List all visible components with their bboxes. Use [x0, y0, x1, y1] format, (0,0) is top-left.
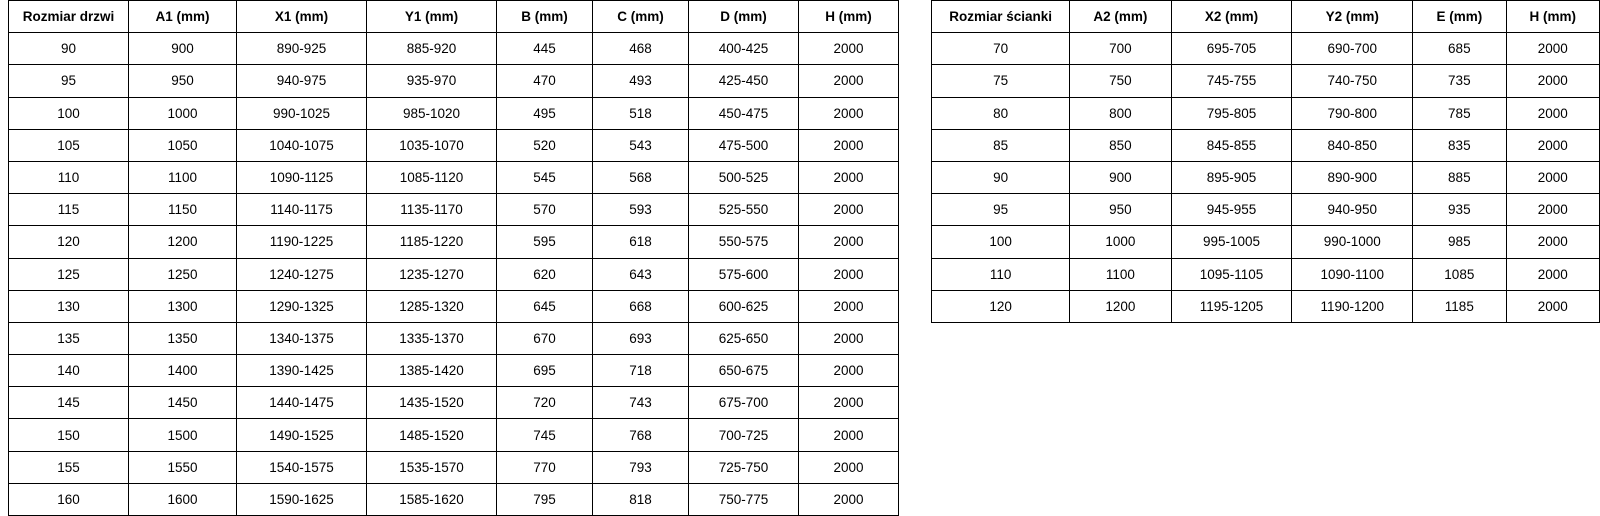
- doors-cell: 1485-1520: [367, 419, 497, 451]
- doors-cell: 450-475: [689, 97, 799, 129]
- walls-cell: 2000: [1506, 97, 1599, 129]
- doors-cell: 718: [593, 355, 689, 387]
- doors-dimensions-table: [8, 0, 899, 516]
- doors-cell: 500-525: [689, 161, 799, 193]
- walls-cell: 1190-1200: [1292, 290, 1413, 322]
- walls-column-header: E (mm): [1413, 1, 1506, 33]
- doors-cell: 1235-1270: [367, 258, 497, 290]
- doors-column-header: H (mm): [799, 1, 899, 33]
- table-row: [9, 451, 899, 483]
- doors-cell: 1185-1220: [367, 226, 497, 258]
- walls-cell: 950: [1070, 194, 1171, 226]
- doors-table-head: [9, 1, 899, 33]
- table-row: [9, 97, 899, 129]
- table-row: [9, 355, 899, 387]
- walls-cell: 895-905: [1171, 161, 1292, 193]
- doors-cell: 1090-1125: [237, 161, 367, 193]
- doors-cell: 600-625: [689, 290, 799, 322]
- walls-column-header: Y2 (mm): [1292, 1, 1413, 33]
- doors-cell: 2000: [799, 161, 899, 193]
- doors-cell: 2000: [799, 97, 899, 129]
- doors-cell: 95: [9, 65, 129, 97]
- walls-cell: 990-1000: [1292, 226, 1413, 258]
- doors-cell: 700-725: [689, 419, 799, 451]
- doors-cell: 1550: [129, 451, 237, 483]
- doors-cell: 130: [9, 290, 129, 322]
- doors-cell: 1350: [129, 322, 237, 354]
- walls-cell: 1000: [1070, 226, 1171, 258]
- doors-cell: 140: [9, 355, 129, 387]
- doors-cell: 120: [9, 226, 129, 258]
- table-row: [9, 258, 899, 290]
- doors-cell: 2000: [799, 290, 899, 322]
- walls-cell: 1090-1100: [1292, 258, 1413, 290]
- doors-cell: 743: [593, 387, 689, 419]
- doors-cell: 150: [9, 419, 129, 451]
- table-header-row: [932, 1, 1600, 33]
- doors-cell: 935-970: [367, 65, 497, 97]
- doors-cell: 950: [129, 65, 237, 97]
- doors-cell: 720: [497, 387, 593, 419]
- doors-cell: 1500: [129, 419, 237, 451]
- table-row: [932, 226, 1600, 258]
- doors-cell: 1600: [129, 483, 237, 515]
- doors-cell: 2000: [799, 129, 899, 161]
- doors-cell: 818: [593, 483, 689, 515]
- walls-cell: 785: [1413, 97, 1506, 129]
- doors-cell: 100: [9, 97, 129, 129]
- doors-cell: 2000: [799, 33, 899, 65]
- doors-cell: 645: [497, 290, 593, 322]
- doors-cell: 1085-1120: [367, 161, 497, 193]
- doors-column-header: C (mm): [593, 1, 689, 33]
- walls-cell: 2000: [1506, 290, 1599, 322]
- walls-cell: 85: [932, 129, 1070, 161]
- doors-cell: 470: [497, 65, 593, 97]
- walls-cell: 850: [1070, 129, 1171, 161]
- walls-cell: 840-850: [1292, 129, 1413, 161]
- walls-column-header: H (mm): [1506, 1, 1599, 33]
- doors-cell: 793: [593, 451, 689, 483]
- walls-cell: 2000: [1506, 161, 1599, 193]
- walls-column-header: X2 (mm): [1171, 1, 1292, 33]
- walls-cell: 885: [1413, 161, 1506, 193]
- walls-cell: 790-800: [1292, 97, 1413, 129]
- doors-cell: 1300: [129, 290, 237, 322]
- doors-cell: 110: [9, 161, 129, 193]
- doors-cell: 468: [593, 33, 689, 65]
- doors-cell: 493: [593, 65, 689, 97]
- doors-column-header: A1 (mm): [129, 1, 237, 33]
- table-row: [9, 65, 899, 97]
- walls-cell: 845-855: [1171, 129, 1292, 161]
- walls-cell: 800: [1070, 97, 1171, 129]
- doors-cell: 940-975: [237, 65, 367, 97]
- doors-cell: 90: [9, 33, 129, 65]
- doors-cell: 1050: [129, 129, 237, 161]
- walls-cell: 995-1005: [1171, 226, 1292, 258]
- walls-dimensions-table: [931, 0, 1600, 323]
- doors-cell: 695: [497, 355, 593, 387]
- doors-cell: 725-750: [689, 451, 799, 483]
- walls-cell: 70: [932, 33, 1070, 65]
- doors-cell: 795: [497, 483, 593, 515]
- doors-cell: 2000: [799, 483, 899, 515]
- table-row: [9, 161, 899, 193]
- doors-column-header: D (mm): [689, 1, 799, 33]
- doors-cell: 2000: [799, 419, 899, 451]
- doors-cell: 2000: [799, 194, 899, 226]
- doors-cell: 618: [593, 226, 689, 258]
- walls-cell: 90: [932, 161, 1070, 193]
- doors-cell: 693: [593, 322, 689, 354]
- doors-cell: 495: [497, 97, 593, 129]
- doors-cell: 650-675: [689, 355, 799, 387]
- doors-cell: 1440-1475: [237, 387, 367, 419]
- table-row: [9, 226, 899, 258]
- doors-cell: 1590-1625: [237, 483, 367, 515]
- table-row: [9, 419, 899, 451]
- doors-cell: 145: [9, 387, 129, 419]
- doors-cell: 745: [497, 419, 593, 451]
- walls-cell: 945-955: [1171, 194, 1292, 226]
- doors-cell: 675-700: [689, 387, 799, 419]
- walls-cell: 1085: [1413, 258, 1506, 290]
- doors-column-header: Rozmiar drzwi: [9, 1, 129, 33]
- doors-cell: 125: [9, 258, 129, 290]
- walls-cell: 2000: [1506, 194, 1599, 226]
- walls-cell: 80: [932, 97, 1070, 129]
- doors-cell: 2000: [799, 387, 899, 419]
- doors-cell: 620: [497, 258, 593, 290]
- walls-cell: 935: [1413, 194, 1506, 226]
- doors-cell: 475-500: [689, 129, 799, 161]
- doors-cell: 595: [497, 226, 593, 258]
- doors-cell: 105: [9, 129, 129, 161]
- walls-cell: 2000: [1506, 129, 1599, 161]
- table-row: [9, 129, 899, 161]
- doors-cell: 550-575: [689, 226, 799, 258]
- walls-cell: 700: [1070, 33, 1171, 65]
- walls-cell: 795-805: [1171, 97, 1292, 129]
- walls-cell: 1095-1105: [1171, 258, 1292, 290]
- walls-table-head: [932, 1, 1600, 33]
- walls-cell: 100: [932, 226, 1070, 258]
- doors-cell: 668: [593, 290, 689, 322]
- doors-cell: 543: [593, 129, 689, 161]
- doors-cell: 160: [9, 483, 129, 515]
- doors-dimensions-table-container: [8, 0, 899, 516]
- doors-cell: 1450: [129, 387, 237, 419]
- doors-cell: 2000: [799, 226, 899, 258]
- table-row: [932, 161, 1600, 193]
- doors-cell: 1290-1325: [237, 290, 367, 322]
- walls-cell: 695-705: [1171, 33, 1292, 65]
- walls-cell: 1200: [1070, 290, 1171, 322]
- doors-cell: 593: [593, 194, 689, 226]
- walls-cell: 2000: [1506, 33, 1599, 65]
- walls-column-header: A2 (mm): [1070, 1, 1171, 33]
- doors-cell: 1150: [129, 194, 237, 226]
- doors-cell: 425-450: [689, 65, 799, 97]
- doors-cell: 518: [593, 97, 689, 129]
- table-row: [932, 33, 1600, 65]
- doors-cell: 520: [497, 129, 593, 161]
- doors-cell: 568: [593, 161, 689, 193]
- walls-cell: 690-700: [1292, 33, 1413, 65]
- walls-cell: 2000: [1506, 258, 1599, 290]
- doors-cell: 885-920: [367, 33, 497, 65]
- walls-cell: 75: [932, 65, 1070, 97]
- walls-cell: 750: [1070, 65, 1171, 97]
- doors-cell: 400-425: [689, 33, 799, 65]
- doors-cell: 1040-1075: [237, 129, 367, 161]
- table-row: [9, 483, 899, 515]
- table-row: [9, 33, 899, 65]
- doors-cell: 545: [497, 161, 593, 193]
- table-row: [9, 387, 899, 419]
- walls-cell: 1185: [1413, 290, 1506, 322]
- doors-cell: 670: [497, 322, 593, 354]
- doors-cell: 1435-1520: [367, 387, 497, 419]
- doors-cell: 1200: [129, 226, 237, 258]
- doors-cell: 1340-1375: [237, 322, 367, 354]
- doors-column-header: X1 (mm): [237, 1, 367, 33]
- doors-cell: 2000: [799, 258, 899, 290]
- doors-cell: 990-1025: [237, 97, 367, 129]
- doors-cell: 2000: [799, 322, 899, 354]
- walls-cell: 1195-1205: [1171, 290, 1292, 322]
- walls-column-header: Rozmiar ścianki: [932, 1, 1070, 33]
- doors-cell: 1250: [129, 258, 237, 290]
- doors-column-header: Y1 (mm): [367, 1, 497, 33]
- walls-dimensions-table-container: [931, 0, 1600, 323]
- doors-cell: 1335-1370: [367, 322, 497, 354]
- table-row: [932, 290, 1600, 322]
- walls-cell: 890-900: [1292, 161, 1413, 193]
- doors-cell: 575-600: [689, 258, 799, 290]
- table-row: [932, 129, 1600, 161]
- doors-cell: 625-650: [689, 322, 799, 354]
- doors-cell: 135: [9, 322, 129, 354]
- doors-cell: 900: [129, 33, 237, 65]
- doors-cell: 770: [497, 451, 593, 483]
- doors-cell: 1385-1420: [367, 355, 497, 387]
- table-row: [932, 65, 1600, 97]
- walls-cell: 735: [1413, 65, 1506, 97]
- walls-cell: 685: [1413, 33, 1506, 65]
- doors-cell: 1535-1570: [367, 451, 497, 483]
- walls-cell: 95: [932, 194, 1070, 226]
- table-row: [932, 258, 1600, 290]
- doors-cell: 1390-1425: [237, 355, 367, 387]
- doors-cell: 2000: [799, 451, 899, 483]
- doors-cell: 890-925: [237, 33, 367, 65]
- doors-cell: 1140-1175: [237, 194, 367, 226]
- doors-table-body: [9, 33, 899, 516]
- table-row: [932, 97, 1600, 129]
- walls-cell: 900: [1070, 161, 1171, 193]
- doors-cell: 525-550: [689, 194, 799, 226]
- table-row: [9, 290, 899, 322]
- doors-cell: 1285-1320: [367, 290, 497, 322]
- doors-cell: 1100: [129, 161, 237, 193]
- doors-column-header: B (mm): [497, 1, 593, 33]
- table-row: [932, 194, 1600, 226]
- doors-cell: 1585-1620: [367, 483, 497, 515]
- doors-cell: 643: [593, 258, 689, 290]
- walls-cell: 745-755: [1171, 65, 1292, 97]
- doors-cell: 570: [497, 194, 593, 226]
- walls-cell: 2000: [1506, 226, 1599, 258]
- doors-cell: 1490-1525: [237, 419, 367, 451]
- doors-cell: 768: [593, 419, 689, 451]
- walls-cell: 740-750: [1292, 65, 1413, 97]
- doors-cell: 1240-1275: [237, 258, 367, 290]
- walls-cell: 985: [1413, 226, 1506, 258]
- doors-cell: 1035-1070: [367, 129, 497, 161]
- table-header-row: [9, 1, 899, 33]
- walls-cell: 835: [1413, 129, 1506, 161]
- doors-cell: 445: [497, 33, 593, 65]
- doors-cell: 750-775: [689, 483, 799, 515]
- walls-cell: 120: [932, 290, 1070, 322]
- doors-cell: 1000: [129, 97, 237, 129]
- doors-cell: 2000: [799, 65, 899, 97]
- walls-table-body: [932, 33, 1600, 323]
- doors-cell: 985-1020: [367, 97, 497, 129]
- doors-cell: 1190-1225: [237, 226, 367, 258]
- doors-cell: 155: [9, 451, 129, 483]
- walls-cell: 1100: [1070, 258, 1171, 290]
- table-row: [9, 322, 899, 354]
- doors-cell: 1400: [129, 355, 237, 387]
- walls-cell: 110: [932, 258, 1070, 290]
- doors-cell: 115: [9, 194, 129, 226]
- doors-cell: 2000: [799, 355, 899, 387]
- doors-cell: 1540-1575: [237, 451, 367, 483]
- walls-cell: 940-950: [1292, 194, 1413, 226]
- walls-cell: 2000: [1506, 65, 1599, 97]
- doors-cell: 1135-1170: [367, 194, 497, 226]
- table-row: [9, 194, 899, 226]
